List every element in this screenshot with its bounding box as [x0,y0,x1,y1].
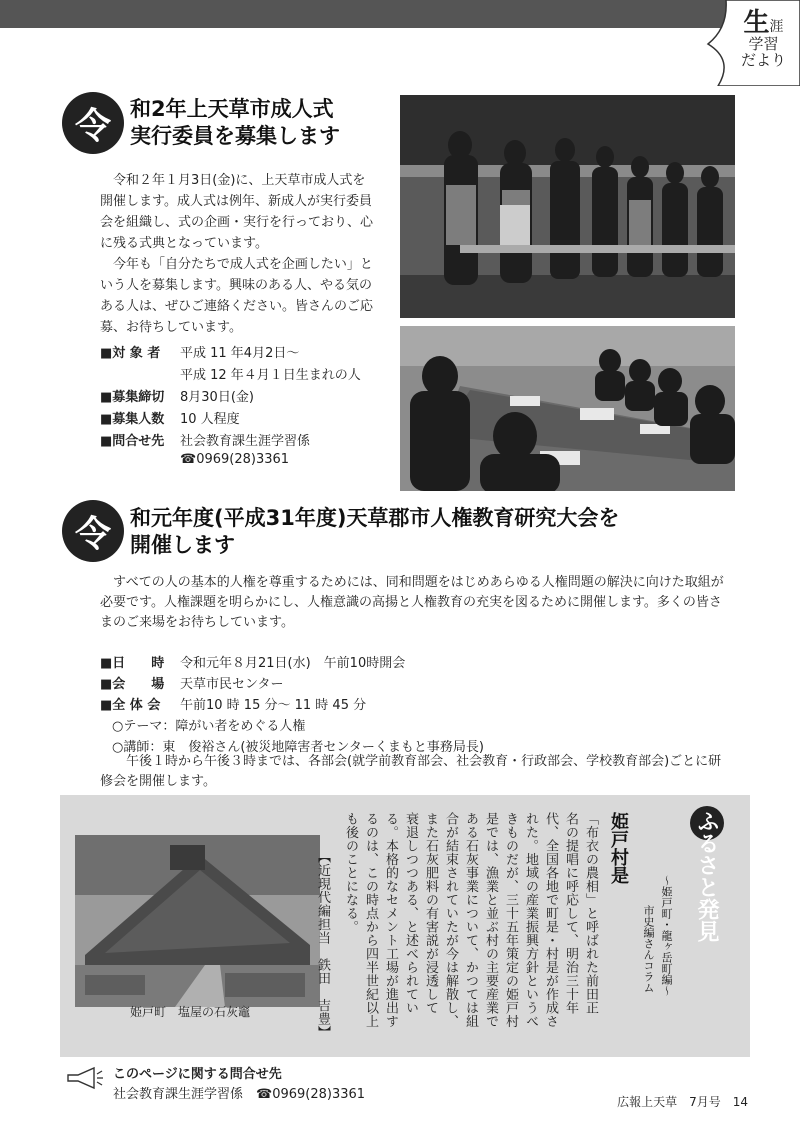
section2-closing [100,752,750,792]
section1-title-line1: 和2年上天草市成人式 [130,97,334,121]
section2-theme: ○テーマ：障がい者をめぐる人権 [112,719,306,734]
corner-label [741,10,786,69]
lime-kiln-caption: 姫戸町 塩屋の石灰竈 [130,1005,251,1019]
section1-info-count [100,408,240,427]
corner-char-small: 涯 [769,19,784,35]
section1-info-phone [180,452,289,467]
section1-info-deadline [100,386,254,405]
column-author: 【近現代編担当 鉄田 吉豊】 [315,850,330,1039]
info-label: ■対 象 者 [100,346,161,361]
ceremony-photo-art [400,95,735,318]
contact-title: このページに関する問合せ先 [113,1067,282,1082]
lime-kiln-photo-art [75,835,320,1007]
contact-body: 社会教育課生涯学習係 ☎0969(28)3361 [113,1087,366,1102]
corner-tab [700,0,800,86]
meeting-photo [400,326,735,491]
section2-info-date [100,652,405,671]
column-line: きものだが、三十五年策定の姫戸村 [503,812,518,1028]
info-value: 天草市民センター [180,677,284,692]
section2-info-plenary [100,694,366,713]
section2-title-line1: 和元年度(平成31年度)天草郡市人権教育研究大会を [130,506,620,530]
corner-line-2: 学習 [748,35,779,54]
section2-title [130,505,619,559]
section1-title-line2: 実行委員を募集します [130,123,340,148]
column-logo-title: ふるさと発見 [694,810,719,942]
section2-intro-line: まのご来場をお待ちしています。 [100,615,294,631]
info-value: ☎0969(28)3361 [180,452,290,467]
megaphone-icon [64,1066,104,1094]
section2-lecturer: ○講師：東 俊裕さん(被災地障害者センターくまもと事務局長) [112,740,484,755]
column-line: 名の提唱に呼応して、明治三十年 [563,812,578,1015]
info-label: ■募集締切 [100,390,165,405]
page-number: 広報上天草 7月号 14 [617,1095,748,1109]
column-line: 是では、漁業と並ぶ村の主要産業で [483,812,498,1028]
info-value: 8月30日(金) [180,390,254,405]
section2-intro-line: すべての人の基本的人権を尊重するためには、同和問題をはじめあらゆる人権問題の解決に向けた取組が [113,575,724,590]
column-line: また石灰肥料の有害説が浸透して [423,812,438,1015]
column-line: るのは、この時点から四半世紀以上 [363,812,378,1028]
section1-badge: 令 [62,92,124,154]
column-line: も後のことになる。 [343,812,358,934]
section1-para-line: に残る式典となっています。 [100,236,268,252]
corner-char-big: 生 [743,8,770,38]
info-value: 平成 12 年４月１日生まれの人 [180,368,361,383]
column-logo-sub: ～姫戸町・龍ヶ岳町編～ [660,875,673,996]
section1-info-contact [100,430,310,449]
info-value: 10 人程度 [180,412,240,427]
ceremony-photo [400,95,735,318]
column-logo-sub2: 市史編さんコラム [642,905,655,993]
section1-para-line: 募、お待ちしています。 [100,320,242,336]
info-label: ■全 体 会 [100,698,161,713]
section1-para-line: 令和２年１月3日(金)に、上天草市成人式を [113,173,366,188]
top-banner [0,0,800,28]
section2-closing-line: 修会を開催します。 [100,774,216,790]
section2-title-line2: 開催します [130,532,235,557]
info-label: ■会 場 [100,677,165,692]
section2-closing-line: 午後１時から午後３時までは、各部会(就学前教育部会、社会教育・行政部会、学校教育部会)ごとに研 [126,754,722,769]
column-line: れた。地域の産業振興方針というべ [523,812,538,1028]
info-value: 令和元年８月21日(水) 午前10時開会 [180,656,406,671]
column-line: ある石灰事業について、かつては組 [463,812,478,1028]
column-logo [672,806,742,956]
section1-title [130,96,340,150]
meeting-photo-art [400,326,735,491]
column-line: 「布衣の農相」と呼ばれた前田正 [583,812,598,1015]
info-value: 社会教育課生涯学習係 [180,434,311,449]
section1-info-target [100,342,299,361]
column-line: る。本格的なセメント工場が進出す [383,812,398,1028]
section1-para-line: 会を組織し、式の企画・実行を行っており、心 [100,215,374,231]
section1-para-line: いう人を募集します。興味のある人、やる気の [100,278,372,294]
corner-line-3: だより [740,51,786,70]
section1-info-target-2 [180,364,361,383]
column-line: 合が結束されていたが今は解散し、 [443,812,458,1028]
section2-info-venue [100,673,283,692]
info-label: ■日 時 [100,656,165,671]
column-heading: 姫戸村是 [608,812,629,884]
column-line: 代、全国各地で町是・村是が作成さ [543,812,558,1028]
section1-para-line: 開催します。成人式は例年、新成人が実行委員 [100,194,372,210]
column-line: 衰退しつつある、と述べられてい [403,812,418,1015]
info-label: ■募集人数 [100,412,165,427]
info-value: 平成 11 年4月2日～ [180,346,300,361]
section1-para-line: 今年も「自分たちで成人式を企画したい」と [113,257,373,273]
info-label: ■問合せ先 [100,434,165,449]
lime-kiln-photo [75,835,320,1007]
section2-badge: 令 [62,500,124,562]
section2-intro [100,573,750,633]
section2-intro-line: 必要です。人権課題を明らかにし、人権意識の高揚と人権教育の充実を図るために開催します。多くの皆さ [100,595,722,611]
section1-para-line: ある人は、ぜひご連絡ください。皆さんのご応 [100,299,374,315]
section1-body [100,170,395,338]
info-value: 午前10 時 15 分～ 11 時 45 分 [180,698,367,713]
